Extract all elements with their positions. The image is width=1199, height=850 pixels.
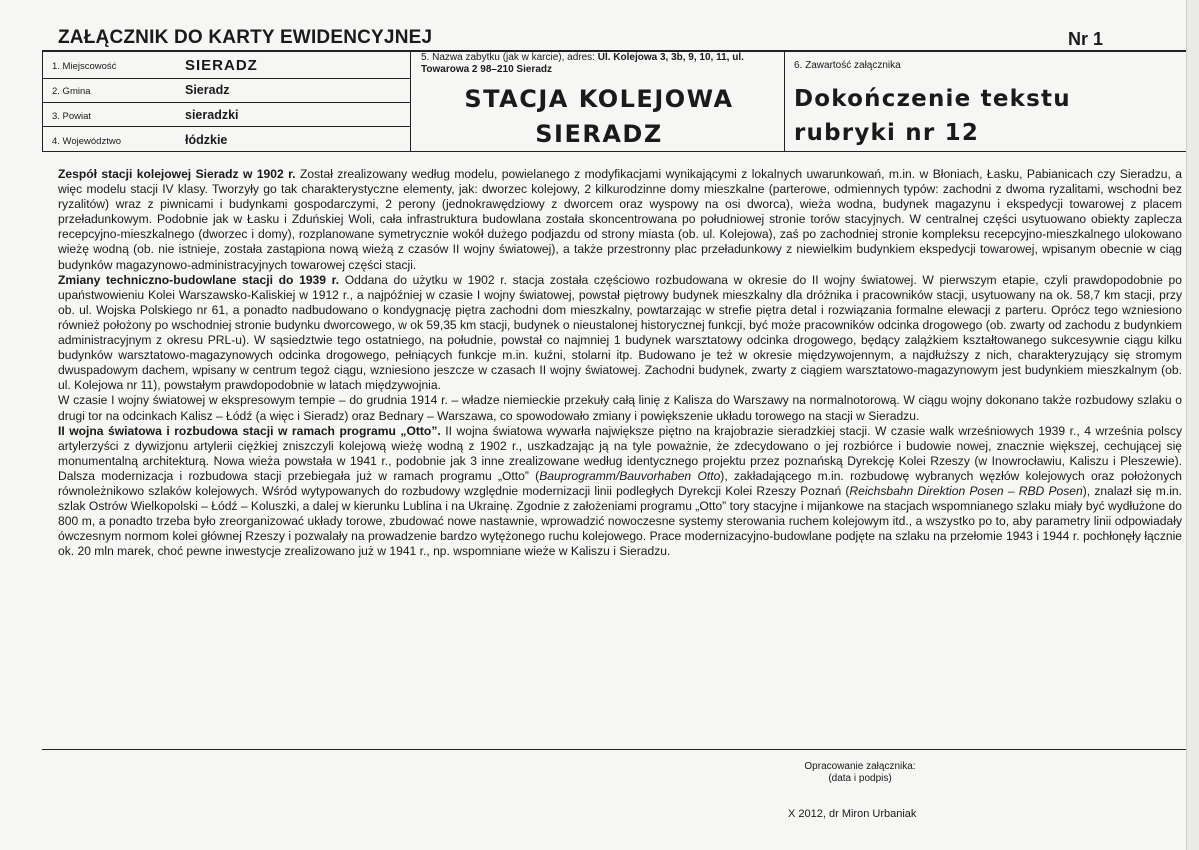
paragraph-1-heading: Zespół stacji kolejowej Sieradz w 1902 r.	[58, 167, 296, 181]
author-signature: X 2012, dr Miron Urbaniak	[788, 808, 917, 820]
content-line2: rubryki nr 12	[794, 120, 980, 146]
district-value: sieradzki	[185, 108, 239, 122]
table-divider	[410, 50, 411, 152]
paragraph-4-heading: II wojna światowa i rozbudowa stacji w ramach programu „Otto”.	[58, 423, 441, 438]
prepared-label: Opracowanie załącznika:	[804, 761, 916, 772]
table-divider	[784, 50, 785, 152]
paragraph-4-italic: Reichsbahn Direktion Posen – RBD Posen	[849, 483, 1083, 498]
monument-label: 5. Nazwa zabytku (jak w karcie), adres:	[421, 52, 595, 63]
content-value	[794, 82, 1134, 150]
paragraph-1	[58, 167, 1182, 273]
paper-edge	[1186, 0, 1199, 850]
paragraph-4-text: ), znalazł się m.in. szlak Ostrów Wielkopolski – Łódź – Koluszki, a dalej w kierunku Lublina i na Ukrainę. Zgodnie z założeniami programu „Otto” tory stacyjne i mijankowe na stacjach wspomnianego szlaku miały być wydłużone do 800 m, a ponadto trzeba było zreorganizować układy torowe, zbudować nowe nastawnie, wprowadzić nowoczesne systemy sterowania ruchem kolejowym itd., a wszystko po to, aby parametry linii odpowiadały ówczesnym normom kolei głównej Rzeszy i pozwalały na prowadzenie bardzo wytężonego ruchu kolejowego. Prace modernizacyjno-budowlane podjęte na szlaku na przełomie 1943 i 1944 r. pochłonęły łącznie ok. 20 mln marek, choć pewne inwestycje zrealizowano już w 1941 r., np. wspomniane wieże w Kaliszu i Sieradzu.	[58, 483, 1183, 559]
commune-label: 2. Gmina	[52, 86, 91, 97]
monument-address: Ul. Kolejowa 3, 3b, 9, 10, 11, ul. Towarowa 2 98–210 Sieradz	[421, 52, 744, 75]
paragraph-2	[58, 273, 1182, 394]
table-line	[42, 126, 410, 127]
date-sign-label: (data i podpis)	[828, 773, 892, 784]
document-title: ZAŁĄCZNIK DO KARTY EWIDENCYJNEJ	[58, 27, 433, 48]
voivodeship-value: łódzkie	[185, 133, 228, 147]
paragraph-4-text: II wojna światowa wywarła największe piętno na krajobrazie sieradzkiej stacji. W czasie walk wrześniowych 1939 r., 4 września polscy artylerzyści z dywizjonu artylerii ciężkiej zniszczyli kolejową wieżę wodną z 1902 r., uszkadzając ją na tyle poważnie, że zdecydowano o jej rozbiórce i budowie nowej, znacznie większej, cechującej się monumentalną architekturą. Nowa wieża powstała w 1941 r., podobnie jak 3 inne zrealizowane według identycznego projektu przez poznańską Dyrekcję Kolei Rzeszy (w Inowrocławiu, Kaliszu i Pleszewie). Dalsza modernizacja i rozbudowa stacji przebiegała już w ramach programu „Otto” (	[58, 423, 1182, 483]
body-text	[58, 167, 1182, 559]
monument-name-line1: STACJA KOLEJOWA	[464, 85, 734, 113]
paragraph-3: W czasie I wojny światowej w ekspresowym tempie – do grudnia 1914 r. – władze niemieckie przekuły całą linię z Kalisza do Warszawy na normalnotorową. W ciągu wojny dokonano także rozbudowy szlaku o drugi tor na odcinkach Kalisz – Łódź (a więc i Sieradz) oraz Bednary – Warszawa, co spowodowało zmiany i powiększenie układu torowego na stacji w Sieradzu.	[58, 393, 1182, 423]
paragraph-4-italic: Bauprogramm/Bauvorhaben Otto	[539, 468, 721, 483]
table-line	[42, 102, 410, 103]
table-left-border	[42, 50, 43, 152]
locality-value: SIERADZ	[185, 57, 258, 74]
monument-label-block	[421, 52, 781, 76]
locality-label: 1. Miejscowość	[52, 61, 117, 72]
attachment-number: Nr 1	[1068, 29, 1104, 49]
district-label: 3. Powiat	[52, 111, 92, 122]
paragraph-1-text: Został zrealizowany według modelu, powielanego z modyfikacjami wynikającymi z lokalnych uwarunkowań, m.in. w Błoniach, Łasku, Pabianicach czy Sieradzu, a więc modelu stacji IV klasy. Tworzyły go tak charakterystyczne elementy, jak: dworzec kolejowy, 2 kilkurodzinne domy mieszkalne (parterowe, odmiennych typów: zachodni z dwoma ryzalitami, wschodni bez ryzalitów) wraz z piwnicami i budynkami gospodarczymi, 2 perony (jednokrawędziowy z dworcem oraz wyspowy na osi dworca), wieża wodna, budynek magazynu i ekspedycji towarowej z placem przeładunkowym. Podobnie jak w Łasku i Zduńskiej Woli, cała infrastruktura budowlana została skoncentrowana po południowej stronie torów stacyjnych. W centralnej części usytuowano obiekty zaplecza recepcyjno-mieszkalnego (dworzec i domy), rozplanowane symetrycznie wokół dużego podjazdu od strony miasta (ob. ul. Kolejowa), zaś po zachodniej stronie kompleksu recepcyjno-mieszkalnego ulokowano wieżę wodną (ob. nie istnieje, została zastąpiona nową wieżą z czasów II wojny światowej), a także przestronny plac przeładunkowy z niewielkim budynkiem ekspedycji towarowej, wpisanym obecnie w ciąg budynków magazynowo-administracyjnych towarowej części stacji.	[58, 167, 1182, 272]
content-label: 6. Zawartość załącznika	[794, 60, 901, 71]
voivodeship-label: 4. Województwo	[52, 136, 121, 147]
paragraph-4	[58, 424, 1182, 560]
paragraph-4-text: ), zakładającego m.in. rozbudowę wybranych węzłów kolejowych oraz położonych równoleżnikowo szlaków kolejowych. Wśród wytypowanych do rozbudowy względnie modernizacji linii podległych Dyrekcji Kolei Rzeszy Poznań (	[58, 468, 1183, 498]
paragraph-2-text: Oddana do użytku w 1902 r. stacja została częściowo rozbudowana w okresie do II wojny światowej. W pierwszym etapie, czyli prawdopodobnie po upaństwowieniu Kolei Warszawsko-Kaliskiej w 1912 r., a najpóźniej w czasie I wojny światowej, powstał piętrowy budynek mieszkalny dla dróżnika i pracowników stacji, usytuowany na ok. 58,7 km stacji, przy ob. ul. Wojska Polskiego nr 61, a ponadto nadbudowano o kondygnację piętra zachodni dom mieszkalny, powtarzając w strefie piętra detal i rozwiązania formalne elewacji z parteru. Oprócz tego wzniesiono również położony po wschodniej stronie budynku dworcowego, w ok 59,35 km stacji, budynek o nieustalonej historycznej funkcji, być może pracowników odcinka drogowego (ob. zwarty od zachodu z budynkiem administracyjnym z okresu PRL-u). W sąsiedztwie tego ostatniego, na południe, powstał co najmniej 1 budynek warsztatowy odcinka drogowego, będący zalążkiem kształtowanego sukcesywnie ciągu kilku budynków warsztatowo-magazynowych odcinka drogowego, pełniących funkcje m.in. kuźni, stolarni itp. Budowano je też w okresie międzywojennym, a najdłuższy z nich, charakteryzujący się stromym dwuspadowym dachem, wpisany w centrum tegoż ciągu, wzniesiono jeszcze w czasach II wojny światowej. Zachodni budynek, zwarty z ciągiem warsztatowo-magazynowym jest budynkiem mieszkalnym (ob. ul. Kolejowa nr 11), powstałym prawdopodobnie w latach międzywojnia.	[58, 272, 1182, 393]
commune-value: Sieradz	[185, 83, 230, 97]
paragraph-2-heading: Zmiany techniczno-budowlane stacji do 1939 r.	[58, 272, 340, 287]
monument-name-line2: SIERADZ	[535, 120, 663, 148]
content-line1: Dokończenie tekstu	[794, 86, 1071, 112]
footer-divider	[42, 749, 1186, 750]
table-line	[42, 78, 410, 79]
monument-name	[414, 82, 784, 152]
